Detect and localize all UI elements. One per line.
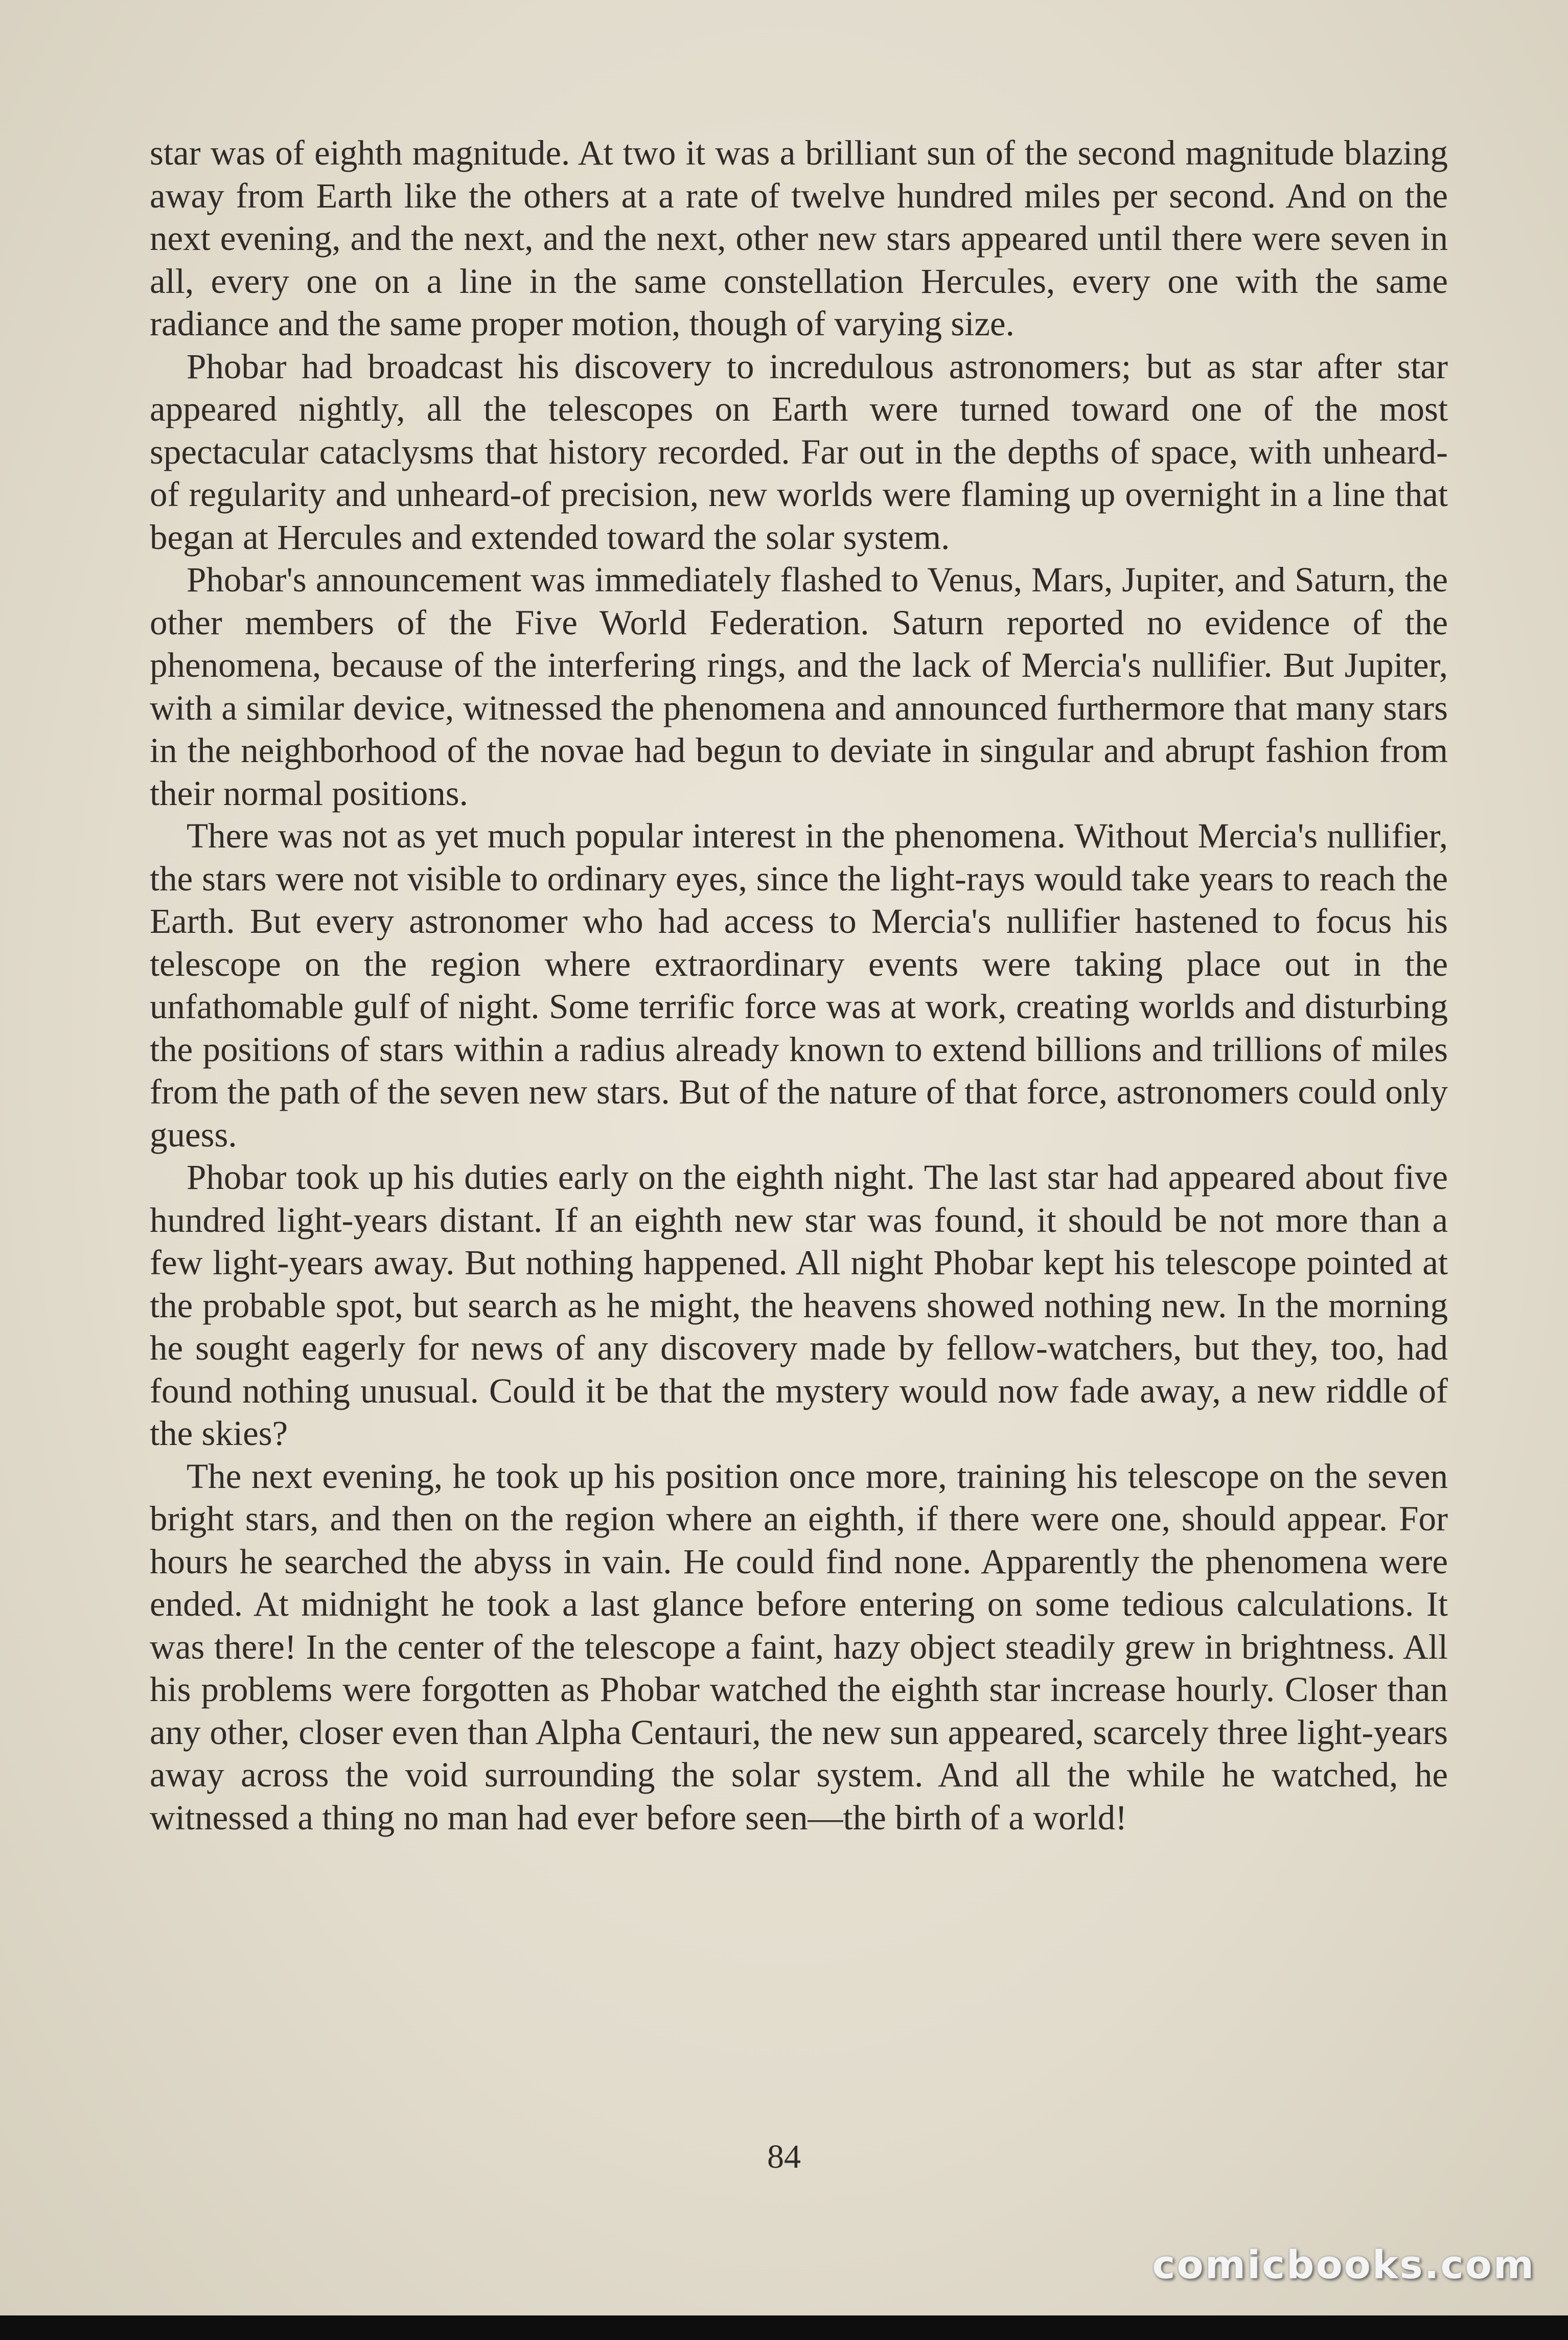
paragraph-6: The next evening, he took up his position once more, training his telescope on the seven bright stars, and then on the region where an eighth, if there were one, should appear. For hours he searched the abyss in vain. He could find none. Apparently the phenomena were ended. At midnight he took a last glance before entering on some tedious calculations. It was there! In the center of the telescope a faint, hazy object steadily grew in brightness. All his problems were forgotten as Phobar watched the eighth star increase hourly. Closer than any other, closer even than Alpha Centauri, the new sun appeared, scarcely three light-years away across the void surrounding the solar system. And all the while he watched, he witnessed a thing no man had ever before seen—the birth of a world!	[150, 1456, 1448, 1837]
page-number: 84	[767, 2138, 801, 2175]
paragraph-3: Phobar's announcement was immediately flashed to Venus, Mars, Jupiter, and Saturn, the other members of the Five World Federation. Saturn reported no evidence of the phenomena, because of the interfering rings, and the lack of Mercia's nullifier. But Jupiter, with a similar device, witnessed the phenomena and announced furthermore that many stars in the neighborhood of the novae had begun to deviate in singular and abrupt fashion from their normal positions.	[150, 560, 1448, 813]
paragraph-4: There was not as yet much popular interest in the phenomena. Without Mercia's nullifier, the stars were not visible to ordinary eyes, since the light-rays would take years to reach the Earth. But every astronomer who had access to Mercia's nullifier hastened to focus his telescope on the region where extraordinary events were taking place out in the unfathomable gulf of night. Some terrific force was at work, creating worlds and disturbing the positions of stars within a radius already known to extend billions and trillions of miles from the path of the seven new stars. But of the nature of that force, astronomers could only guess.	[150, 816, 1448, 1154]
watermark: comicbooks.com	[1152, 2242, 1535, 2287]
paragraph-5: Phobar took up his duties early on the eighth night. The last star had appeared about five hundred light-years distant. If an eighth new star was found, it should be not more than a few light-years away. But nothing happened. All night Phobar kept his telescope pointed at the probable spot, but search as he might, the heavens showed nothing new. In the morning he sought eagerly for news of any discovery made by fellow-watchers, but they, too, had found nothing unusual. Could it be that the mystery would now fade away, a new riddle of the skies?	[150, 1158, 1448, 1453]
scan-border	[0, 2315, 1568, 2340]
body-text	[150, 132, 1448, 1839]
paragraph-2: Phobar had broadcast his discovery to incredulous astronomers; but as star after star appeared nightly, all the telescopes on Earth were turned toward one of the most spectacular cataclysms that history recorded. Far out in the depths of space, with unheard-of regularity and unheard-of precision, new worlds were flaming up overnight in a line that began at Hercules and extended toward the solar system.	[150, 347, 1448, 557]
paragraph-1: star was of eighth magnitude. At two it was a brilliant sun of the second magnitude blazing away from Earth like the others at a rate of twelve hundred miles per second. And on the next evening, and the next, and the next, other new stars appeared until there were seven in all, every one on a line in the same constellation Hercules, every one with the same radiance and the same proper motion, though of varying size.	[150, 133, 1448, 343]
